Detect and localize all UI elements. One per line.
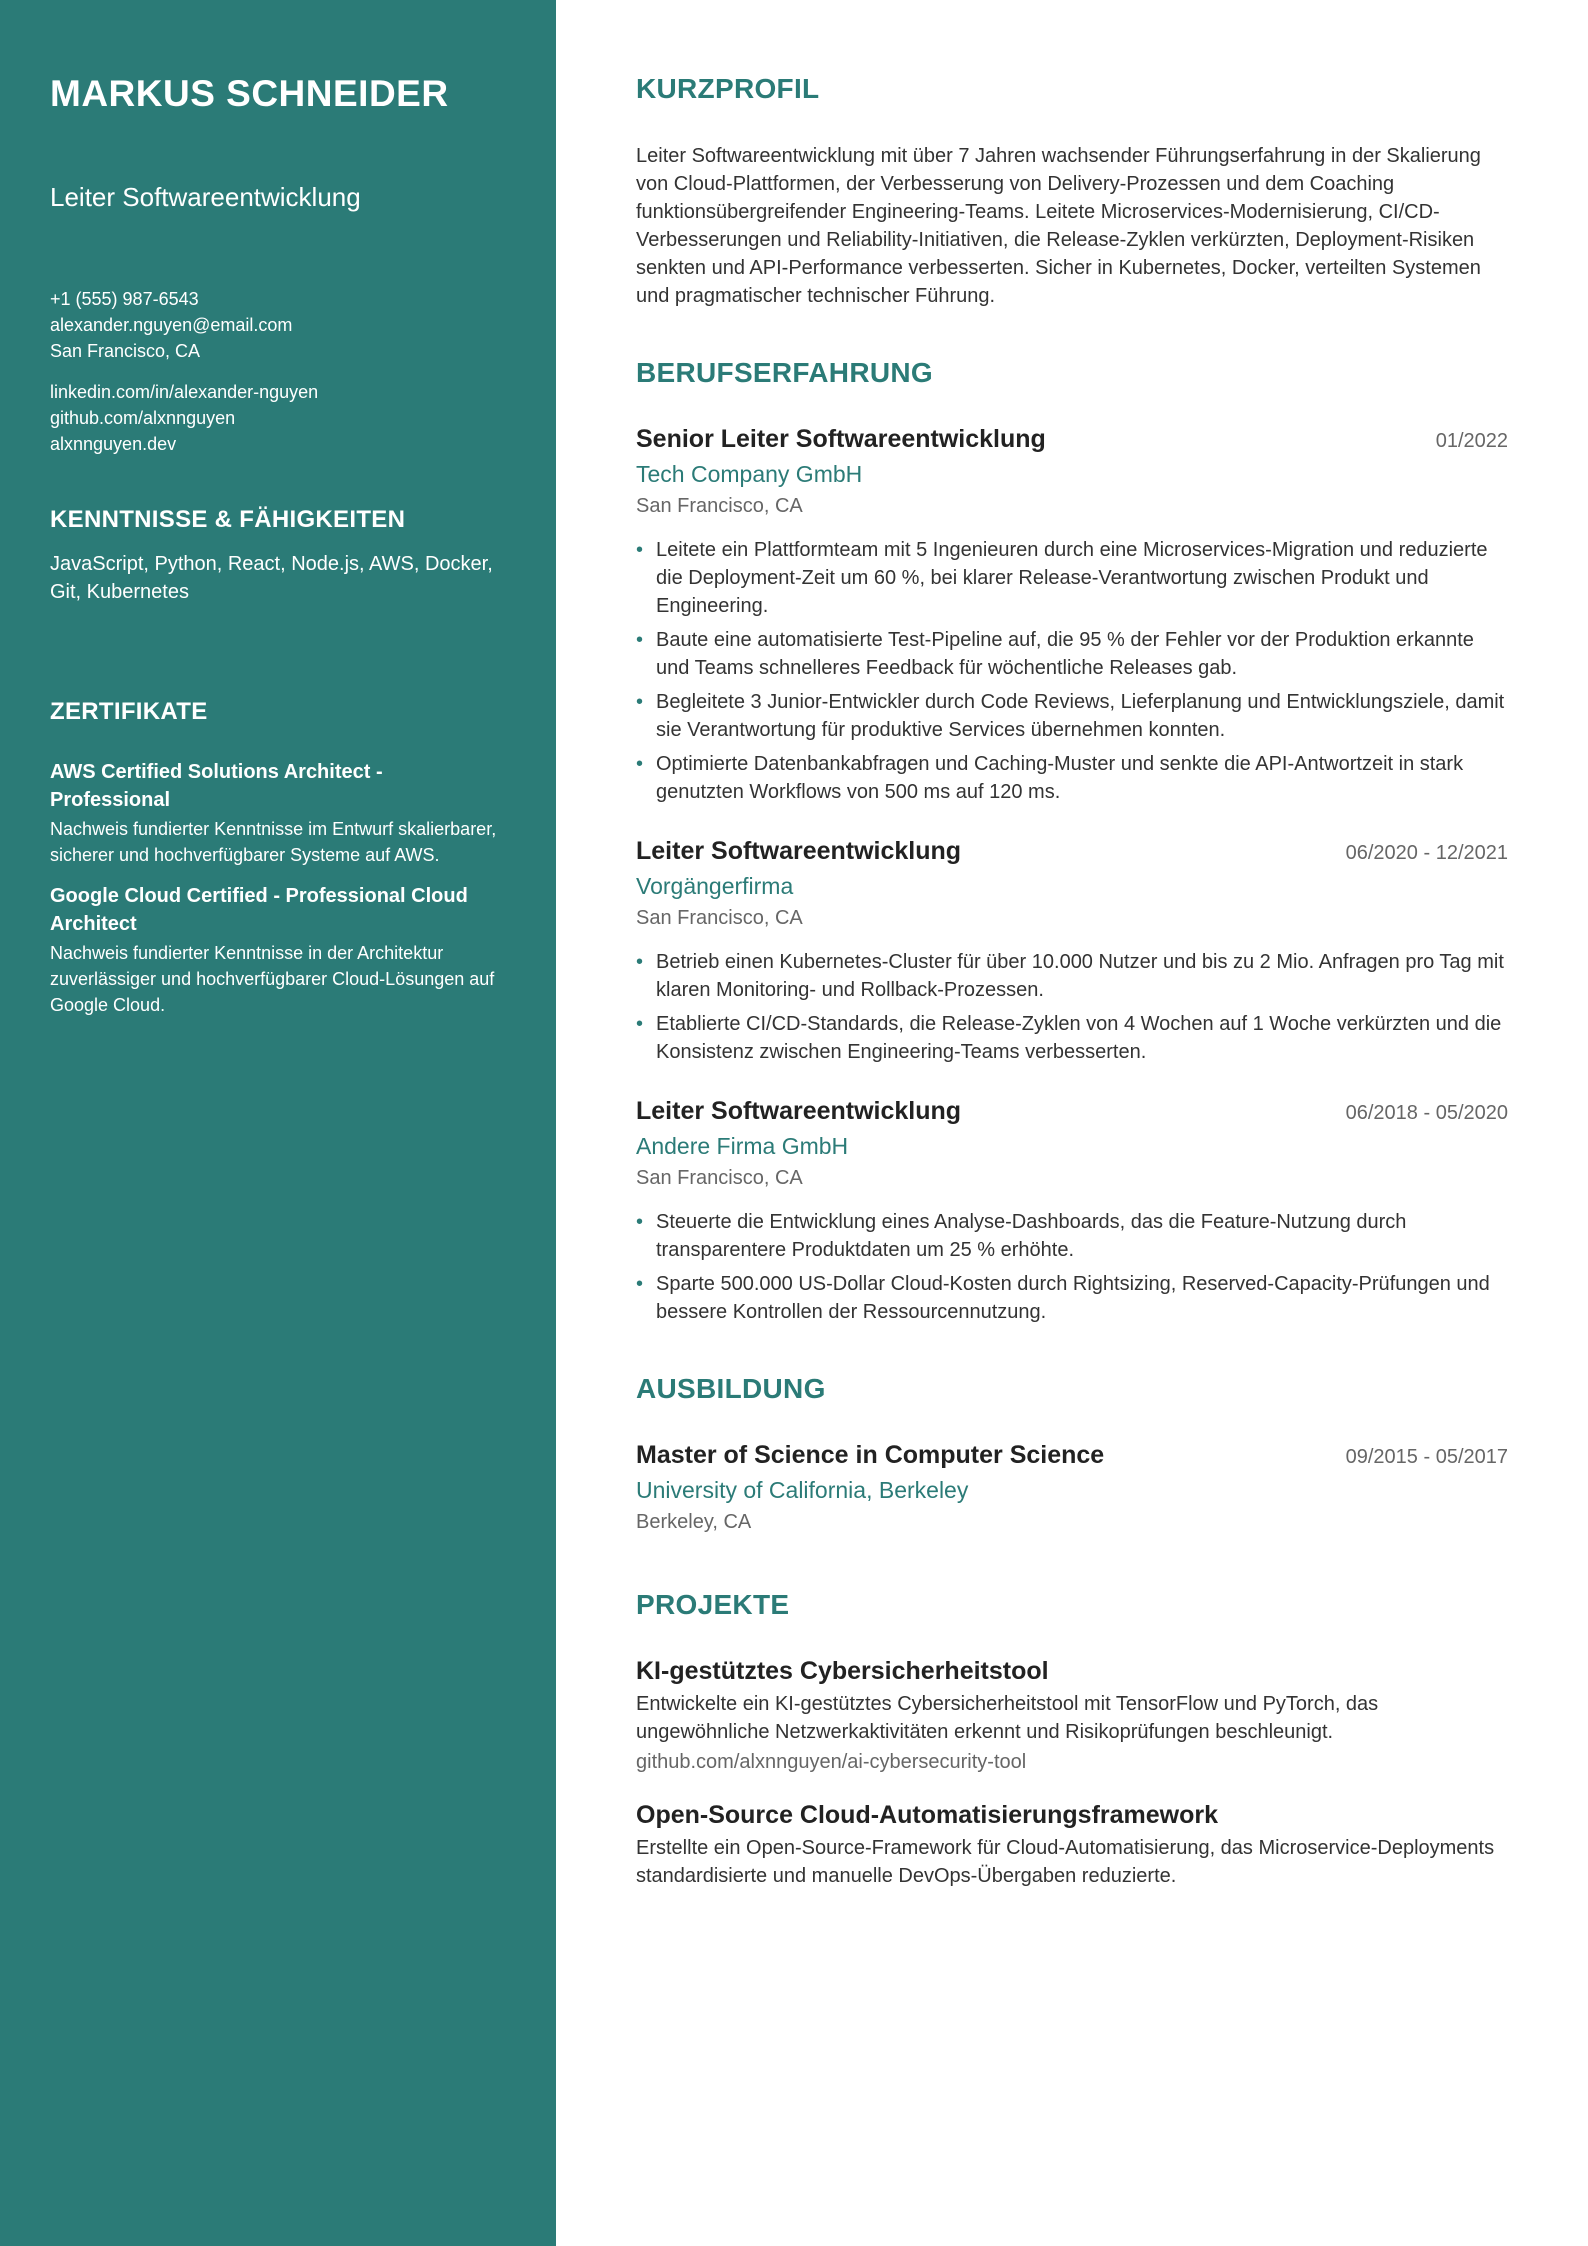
contact-location: San Francisco, CA <box>50 341 201 361</box>
contact-github[interactable]: github.com/alxnnguyen <box>50 408 236 428</box>
project-link[interactable]: github.com/alxnnguyen/ai-cybersecurity-tool <box>636 1751 1027 1773</box>
job-header <box>636 834 1508 868</box>
bullet-icon: • <box>636 691 644 713</box>
candidate-name: MARKUS SCHNEIDER <box>50 73 449 114</box>
project-description: Erstellte ein Open-Source-Framework für Cloud-Automatisierung, das Microservice-Deployments standardisierte und manuelle DevOps-Übergaben reduzierte. <box>636 1837 1495 1887</box>
certificates-list <box>50 758 506 1018</box>
job-role: Senior Leiter Softwareentwicklung <box>636 425 1046 453</box>
bullet-text: Begleitete 3 Junior-Entwickler durch Code Reviews, Lieferplanung und Entwicklungsziele, damit sie Verantwortung für produktive Services übernehmen konnten. <box>656 691 1505 741</box>
summary-text: Leiter Softwareentwicklung mit über 7 Jahren wachsender Führungserfahrung in der Skalierung von Cloud-Plattformen, der Verbesserung von Delivery-Prozessen und dem Coaching funktionsübergreifender Engineering-Teams. Leitete Microservices-Modernisierung, CI/CD-Verbesserungen und Reliability-Initiativen, die Release-Zyklen verkürzten, Deployment-Risiken senkten und API-Performance verbesserten. Sicher in Kubernetes, Docker, verteilten Systemen und pragmatischer technischer Führung. <box>636 145 1481 307</box>
education-date: 09/2015 - 05/2017 <box>1345 1446 1508 1468</box>
project-item <box>636 1798 1508 1890</box>
bullet-icon: • <box>636 1013 644 1035</box>
job-bullet <box>636 750 1508 806</box>
bullet-icon: • <box>636 629 644 651</box>
job-bullets <box>636 1208 1508 1326</box>
job-bullet <box>636 626 1508 682</box>
skills-list: JavaScript, Python, React, Node.js, AWS, Docker, Git, Kubernetes <box>50 553 493 603</box>
job-bullets <box>636 948 1508 1066</box>
job-entry <box>636 1094 1508 1326</box>
job-date: 01/2022 <box>1435 430 1508 452</box>
contact-spacer <box>50 364 506 379</box>
job-bullets <box>636 536 1508 806</box>
education-heading: AUSBILDUNG <box>636 1373 826 1404</box>
bullet-text: Leitete ein Plattformteam mit 5 Ingenieuren durch eine Microservices-Migration und reduzierte die Deployment-Zeit um 60 %, bei klarer Release-Verantwortung zwischen Produkt und Engineering. <box>656 539 1488 617</box>
job-header <box>636 422 1508 456</box>
experience-heading: BERUFSERFAHRUNG <box>636 357 933 388</box>
contact-block <box>50 286 506 457</box>
education-degree: Master of Science in Computer Science <box>636 1441 1105 1469</box>
candidate-title: Leiter Softwareentwicklung <box>50 182 361 212</box>
job-date: 06/2020 - 12/2021 <box>1345 842 1508 864</box>
skills-heading: KENNTNISSE & FÄHIGKEITEN <box>50 506 406 533</box>
projects-list <box>636 1654 1508 1890</box>
contact-website[interactable]: alxnnguyen.dev <box>50 434 177 454</box>
bullet-icon: • <box>636 539 644 561</box>
bullet-text: Baute eine automatisierte Test-Pipeline auf, die 95 % der Fehler vor der Produktion erkannte und Teams schnelleres Feedback für wöchentliche Releases gab. <box>656 629 1474 679</box>
contact-email[interactable]: alexander.nguyen@email.com <box>50 315 293 335</box>
bullet-text: Etablierte CI/CD-Standards, die Release-Zyklen von 4 Wochen auf 1 Woche verkürzten und die Konsistenz zwischen Engineering-Teams verbesserten. <box>656 1013 1502 1063</box>
certificates-heading: ZERTIFIKATE <box>50 698 208 725</box>
job-entry <box>636 834 1508 1066</box>
job-bullet <box>636 948 1508 1004</box>
certificate-item <box>50 758 506 868</box>
bullet-icon: • <box>636 753 644 775</box>
job-role: Leiter Softwareentwicklung <box>636 837 962 865</box>
bullet-text: Optimierte Datenbankabfragen und Caching-Muster und senkte die API-Antwortzeit in stark genutzten Workflows von 500 ms auf 120 ms. <box>656 753 1464 803</box>
education-entry <box>636 1438 1508 1536</box>
bullet-icon: • <box>636 1273 644 1295</box>
certificate-item <box>50 882 506 1018</box>
job-header <box>636 1094 1508 1128</box>
bullet-text: Betrieb einen Kubernetes-Cluster für über 10.000 Nutzer und bis zu 2 Mio. Anfragen pro Tag mit klaren Monitoring- und Rollback-Prozessen. <box>656 951 1504 1001</box>
job-bullet <box>636 688 1508 744</box>
certificate-name: AWS Certified Solutions Architect - Professional <box>50 761 383 811</box>
project-title: KI-gestütztes Cybersicherheitstool <box>636 1657 1049 1685</box>
bullet-icon: • <box>636 1211 644 1233</box>
education-school: University of California, Berkeley <box>636 1477 969 1503</box>
job-bullet <box>636 1208 1508 1264</box>
job-company: Tech Company GmbH <box>636 461 863 487</box>
job-location: San Francisco, CA <box>636 495 803 517</box>
job-bullet <box>636 1010 1508 1066</box>
main-content <box>556 0 1588 2246</box>
job-bullet <box>636 536 1508 620</box>
bullet-icon: • <box>636 951 644 973</box>
certificate-description: Nachweis fundierter Kenntnisse in der Architektur zuverlässiger und hochverfügbarer Cloud-Lösungen auf Google Cloud. <box>50 943 495 1015</box>
experience-list <box>636 422 1508 1326</box>
bullet-text: Steuerte die Entwicklung eines Analyse-Dashboards, das die Feature-Nutzung durch transparentere Produktdaten um 25 % erhöhte. <box>656 1211 1407 1261</box>
education-header <box>636 1438 1508 1472</box>
job-location: San Francisco, CA <box>636 907 803 929</box>
education-location: Berkeley, CA <box>636 1511 752 1533</box>
job-company: Vorgängerfirma <box>636 873 794 899</box>
project-title: Open-Source Cloud-Automatisierungsframework <box>636 1801 1219 1829</box>
certificate-name: Google Cloud Certified - Professional Cloud Architect <box>50 885 468 935</box>
project-item <box>636 1654 1508 1776</box>
job-company: Andere Firma GmbH <box>636 1133 849 1159</box>
contact-phone: +1 (555) 987-6543 <box>50 289 199 309</box>
job-date: 06/2018 - 05/2020 <box>1345 1102 1508 1124</box>
job-role: Leiter Softwareentwicklung <box>636 1097 962 1125</box>
sidebar <box>0 0 556 2246</box>
job-entry <box>636 422 1508 806</box>
project-description: Entwickelte ein KI-gestütztes Cybersicherheitstool mit TensorFlow und PyTorch, das ungewöhnliche Netzwerkaktivitäten erkennt und Risikoprüfungen beschleunigt. <box>636 1693 1379 1743</box>
certificate-description: Nachweis fundierter Kenntnisse im Entwurf skalierbarer, sicherer und hochverfügbarer Systeme auf AWS. <box>50 819 497 865</box>
projects-heading: PROJEKTE <box>636 1589 790 1620</box>
job-location: San Francisco, CA <box>636 1167 803 1189</box>
summary-heading: KURZPROFIL <box>636 73 820 104</box>
bullet-text: Sparte 500.000 US-Dollar Cloud-Kosten durch Rightsizing, Reserved-Capacity-Prüfungen und bessere Kontrollen der Ressourcennutzung. <box>656 1273 1490 1323</box>
job-bullet <box>636 1270 1508 1326</box>
contact-linkedin[interactable]: linkedin.com/in/alexander-nguyen <box>50 382 319 402</box>
